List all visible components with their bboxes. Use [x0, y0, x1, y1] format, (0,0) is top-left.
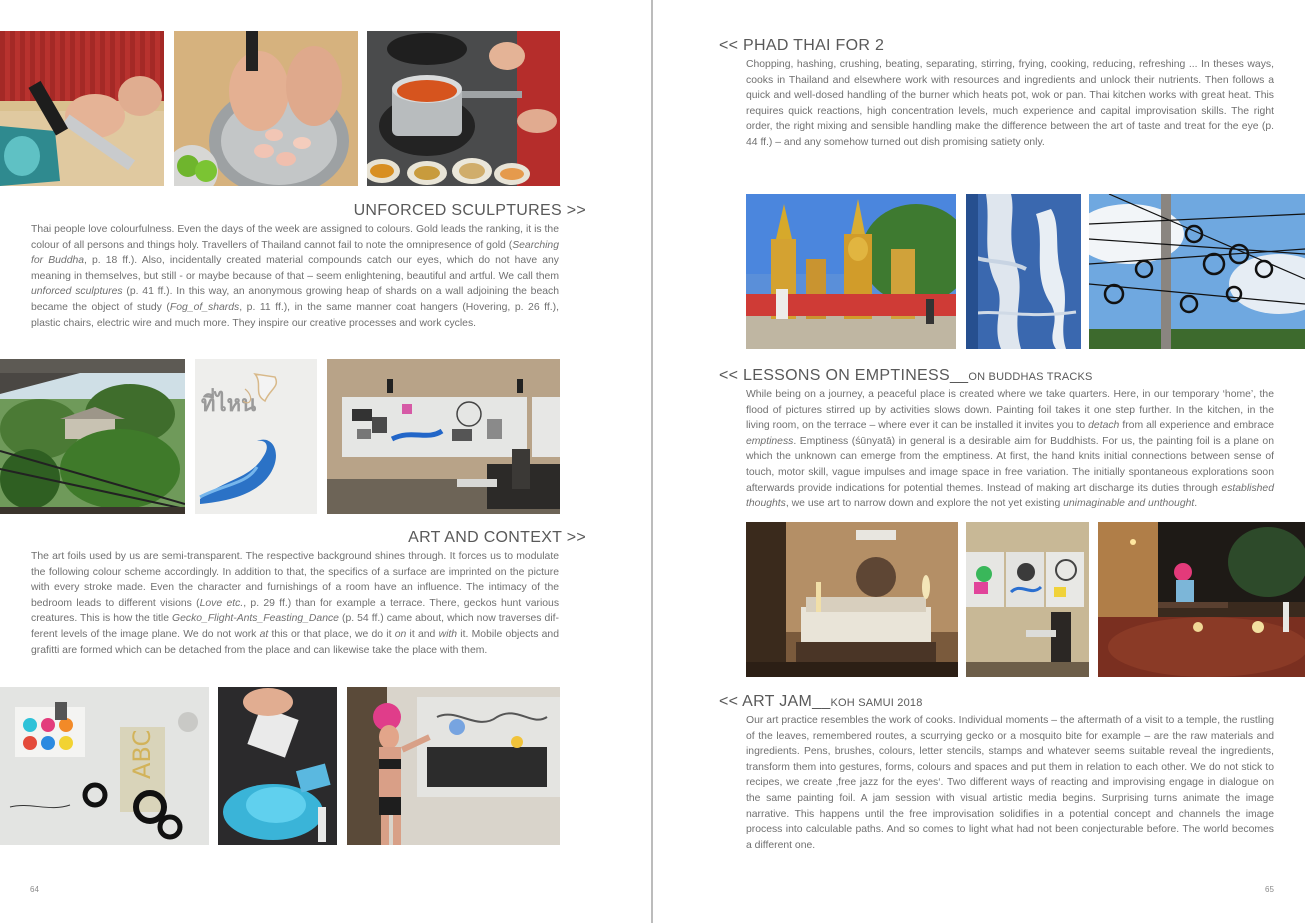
photo-chopping: [0, 31, 164, 186]
photo-terrace-dinner: [1098, 522, 1305, 677]
thai-word: ที่ไหน: [201, 392, 257, 417]
photo-room-foils-wall: [327, 359, 560, 514]
paragraph-art-jam: Our art practice resembles the work of cooks. Individual moments – the aftermath of a visit to a temple, the rustling of the leaves, remembered routes, a scurrying gecko or a mosquito bite for example – are the raw materials and ingredients. Pens, brushes, colours, letter stencils, stamps and whatever seems suitable reveal the ingredients, transform them into gestures, forms, colours and spaces and put them in relation to each other. We do not stick to recipes, we create ‚free jazz for the eyes‘. Two different ways of reacting and improvising engage in dialogue on the same painting foil. A jam session with visual artistic media begins. Surprising turns animate the image narrative. This happens until the free improvisation solidifies in a potential concept and channels the image process into calculable paths. And so comes to light what had not been conjecturable before. The world becomes a different one.: [746, 715, 1274, 851]
photo-wok-stove: [367, 31, 560, 186]
photo-electric-wires: [1089, 194, 1305, 349]
italic-term: Love etc.: [199, 597, 244, 609]
heading-phad-thai: [719, 37, 884, 55]
italic-term: Searching for Buddha: [31, 239, 559, 267]
heading-art-and-context: ART AND CONTEXT >>: [408, 529, 586, 546]
photo-blue-stencil: [218, 687, 337, 845]
photo-artist-painting-wall: [347, 687, 560, 845]
heading-lessons-on-emptiness: [719, 367, 1093, 385]
photo-paint-palette-foil: [0, 687, 209, 845]
left-page: [0, 0, 652, 923]
italic-term: detach: [1088, 420, 1120, 432]
svg-text:ABC: ABC: [128, 729, 156, 779]
heading-art-jam-title: << ART JAM__: [719, 693, 831, 710]
photo-thai-writing-wave: [195, 359, 317, 514]
heading-lessons-title: << LESSONS ON EMPTINESS__: [719, 367, 969, 384]
italic-term: with: [438, 628, 458, 640]
italic-term: on: [394, 628, 407, 640]
photo-bedroom-evening: [746, 522, 958, 677]
photo-weathered-blue-wall: [966, 194, 1081, 349]
right-page: [653, 0, 1305, 923]
heading-unforced-sculptures: UNFORCED SCULPTURES >>: [353, 202, 586, 219]
italic-term: unimaginable and unthought: [1063, 498, 1195, 510]
page-number-right: 65: [1265, 885, 1274, 894]
photo-golden-buddha-statues: [746, 194, 956, 349]
italic-term: established thoughts: [746, 482, 1274, 510]
italic-term: Gecko_Flight-Ants_Feasting_Dance: [172, 613, 339, 625]
heading-art-jam: [719, 693, 923, 711]
heading-lessons-subtitle: ON BUDDHAS TRACKS: [968, 371, 1093, 383]
italic-term: Fog_of_shards: [169, 301, 240, 313]
heading-phad-thai-title: << PHAD THAI FOR 2: [719, 37, 885, 54]
italic-term: unforced sculptures: [31, 286, 123, 298]
photo-foils-on-wall-desk: [966, 522, 1089, 677]
paragraph-unforced-sculptures: Thai people love colourfulness. Even the days of the week are assigned to colours. Gold leads the ranking, it is the colour of all persons and things holy. Travellers of Thailand cannot fail to note the omnipresence of gold (Searching for Buddha, p. 18 ff.). Also, incidentally created material compounds catch our eyes, which do not have any meaning in themselves, but still - or maybe because of that – seem enlightening, beautiful and artful. We call them unforced sculptures (p. 41 ff.). In this way, an anonymous growing heap of shards on a wall adjoining the beach became the object of study (Fog_of_shards, p. 11 ff.), in the same manner coat hangers (Hovering, p. 26 ff.), plastic chairs, electric wire and much more. They inspire our creative processes and work cycles.: [31, 224, 559, 329]
paragraph-lessons-on-emptiness: While being on a journey, a peaceful place is created where we take quarters. Here, in our temporary ‘home’, the flood of pictures stirred up by activities slows down. Painting foil takes it one step further. In the kitchen, in the living room, on the terrace – where ever it can be installed it invites you to detach from all experience and embrace emptiness. Emptiness (śūnyatā) in general is a desirable aim for Buddhists. For us, the painting foil is a plane on which the unknown can emerge from the emptiness. At first, the hand knits initial connections between sense of touch, motor skill, vague impulses and image space in free variation. The initially spontaneous explorations soon afterwards provide indications for potential themes. Instead of making art discharge its duties through established thoughts, we use art to narrow down and explore the not yet existing unimaginable and unthought.: [746, 389, 1274, 510]
paragraph-art-and-context: The art foils used by us are semi-transparent. The respective background shines through. It forces us to modulate the following colour scheme accordingly. In addition to that, the specifics of a surface are imprinted on the picture with every stroke made. Even the character and furnishings of a room have an influence. The intimacy of the bedroom leads to different visions (Love etc., p. 29 ff.) than for example a terrace. There, geckos hunt various creatures. This is how the title Gecko_Flight-Ants_Feasting_Dance (p. 54 ff.) came about, which now traverses different levels of the image plane. We do not work at this or that place, we do it on it and with it. Mobile objects and grafitti are formed which can be detached from the place and can likewise take the place with them.: [31, 551, 560, 656]
photo-terrace-palms: [0, 359, 185, 514]
italic-term: at: [259, 628, 269, 640]
photo-peeling-shrimp: [174, 31, 358, 186]
paragraph-phad-thai: Chopping, hashing, crushing, beating, separating, stirring, frying, cooking, reducing, refreshing ... In theses ways, cooks in Thailand and elsewhere work with resources and ingredients and unlock their nutrients. Then follows a quick and well-dosed handling of the burner which heats pot, wok or pan. Thai kitchen works with great heat. This requires quick reactions, high concentration levels, much experience and capital improvisation skills. The right order, the right mixing and sensible handling make the difference between the art of taste and treat for the eye (p. 44 ff.) – and any somehow turned out dish promising satiety only.: [746, 59, 1274, 148]
italic-term: emptiness: [746, 435, 794, 447]
page-number-left: 64: [30, 885, 39, 894]
heading-art-jam-subtitle: KOH SAMUI 2018: [830, 697, 923, 709]
